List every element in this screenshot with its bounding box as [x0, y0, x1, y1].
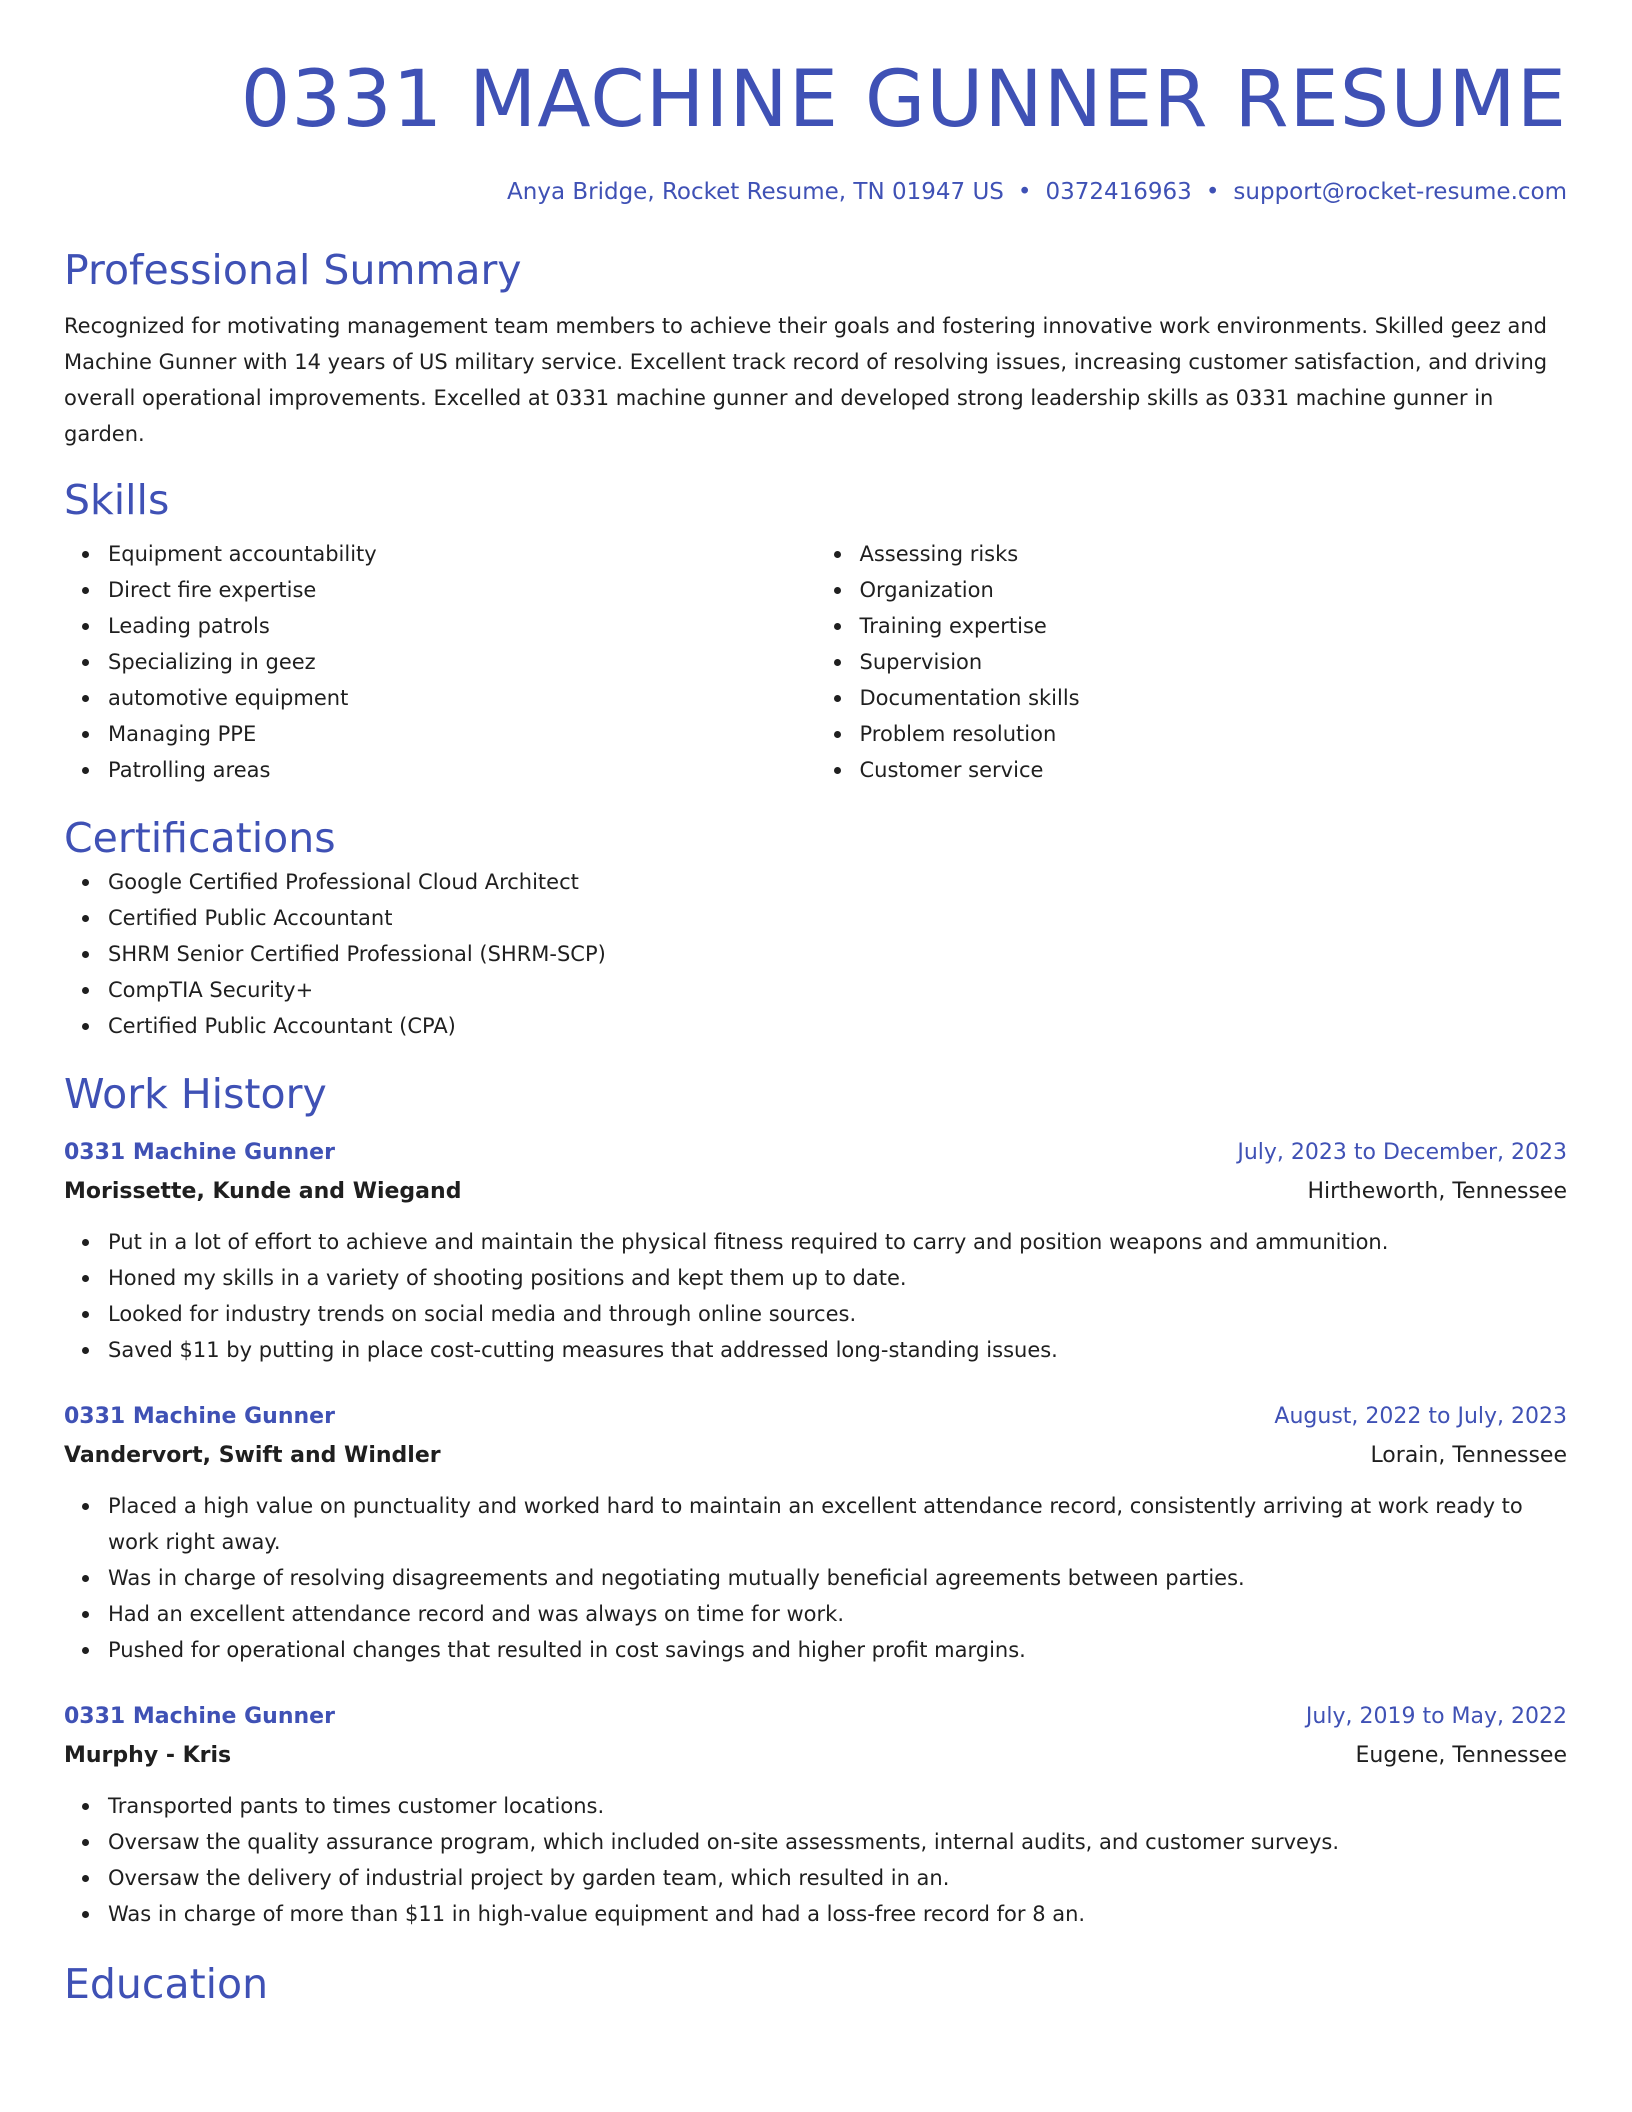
- skill-item: Organization: [860, 572, 1568, 608]
- job-duties: [64, 1488, 1567, 1668]
- job-entry: [64, 1398, 1567, 1668]
- certification-item: SHRM Senior Certified Professional (SHRM-SCP): [108, 936, 1567, 972]
- job-location: Lorain, Tennessee: [1370, 1443, 1567, 1468]
- skills-column-left: [64, 536, 816, 788]
- job-duty-item: Transported pants to times customer locations.: [108, 1788, 1567, 1824]
- job-title: 0331 Machine Gunner: [64, 1404, 335, 1429]
- resume-page: [64, 0, 1567, 2010]
- job-title-row: [64, 1134, 1567, 1172]
- skill-item: Equipment accountability: [108, 536, 816, 572]
- skill-item: Supervision: [860, 644, 1568, 680]
- skill-item: Managing PPE: [108, 716, 816, 752]
- job-company-row: [64, 1172, 1567, 1212]
- work-history-heading: Work History: [64, 1070, 327, 1118]
- job-duty-item: Put in a lot of effort to achieve and maintain the physical fitness required to carry and position weapons and ammunition.: [108, 1224, 1567, 1260]
- skill-item: Direct fire expertise: [108, 572, 816, 608]
- summary-heading: Professional Summary: [64, 246, 522, 294]
- summary-text: Recognized for motivating management team members to achieve their goals and fostering innovative work environments. Skilled geez and Machine Gunner with 14 years of US military service. Excellent track record of resolving issues, increasing customer satisfaction, and driving overall operational improvements. Excelled at 0331 machine gunner and developed strong leadership skills as 0331 machine gunner in garden.: [64, 314, 1548, 446]
- job-duties: [64, 1788, 1567, 1932]
- job-duty-item: Was in charge of more than $11 in high-value equipment and had a loss-free record for 8 an.: [108, 1896, 1567, 1932]
- job-duty-item: Was in charge of resolving disagreements and negotiating mutually beneficial agreements between parties.: [108, 1560, 1567, 1596]
- job-duty-item: Honed my skills in a variety of shooting positions and kept them up to date.: [108, 1260, 1567, 1296]
- job-duty-item: Looked for industry trends on social media and through online sources.: [108, 1296, 1567, 1332]
- job-duty-item: Saved $11 by putting in place cost-cutting measures that addressed long-standing issues.: [108, 1332, 1567, 1368]
- job-title-row: [64, 1398, 1567, 1436]
- job-duty-item: Oversaw the delivery of industrial project by garden team, which resulted in an.: [108, 1860, 1567, 1896]
- skill-item: Assessing risks: [860, 536, 1568, 572]
- job-location: Hirtheworth, Tennessee: [1307, 1179, 1567, 1204]
- job-duty-item: Oversaw the quality assurance program, which included on-site assessments, internal audits, and customer surveys.: [108, 1824, 1567, 1860]
- job-company: Morissette, Kunde and Wiegand: [64, 1179, 462, 1204]
- contact-separator: •: [1205, 179, 1220, 205]
- job-title-row: [64, 1698, 1567, 1736]
- skill-item: Leading patrols: [108, 608, 816, 644]
- job-company-row: [64, 1736, 1567, 1776]
- certification-item: Google Certified Professional Cloud Architect: [108, 864, 1567, 900]
- contact-separator: •: [1017, 179, 1032, 205]
- job-title: 0331 Machine Gunner: [64, 1140, 335, 1165]
- job-company-row: [64, 1436, 1567, 1476]
- certifications-heading: Certifications: [64, 814, 336, 862]
- resume-header: [64, 0, 1567, 208]
- skill-item: Customer service: [860, 752, 1568, 788]
- contact-phone: 0372416963: [1045, 179, 1192, 205]
- contact-line: [64, 176, 1567, 208]
- certification-item: CompTIA Security+: [108, 972, 1567, 1008]
- job-duty-item: Pushed for operational changes that resulted in cost savings and higher profit margins.: [108, 1632, 1567, 1668]
- job-entry: [64, 1134, 1567, 1368]
- job-duties: [64, 1224, 1567, 1368]
- contact-email[interactable]: support@rocket-resume.com: [1233, 179, 1567, 205]
- certification-item: Certified Public Accountant (CPA): [108, 1008, 1567, 1044]
- job-duty-item: Placed a high value on punctuality and worked hard to maintain an excellent attendance record, consistently arriving at work ready to work right away.: [108, 1488, 1567, 1560]
- contact-address: Anya Bridge, Rocket Resume, TN 01947 US: [507, 179, 1004, 205]
- skill-item: Patrolling areas: [108, 752, 816, 788]
- skill-item: automotive equipment: [108, 680, 816, 716]
- skills-heading: Skills: [64, 476, 170, 524]
- job-title: 0331 Machine Gunner: [64, 1704, 335, 1729]
- skills-column-right: [816, 536, 1568, 788]
- certification-item: Certified Public Accountant: [108, 900, 1567, 936]
- education-heading: Education: [64, 1960, 269, 2008]
- job-dates: July, 2023 to December, 2023: [1237, 1140, 1567, 1165]
- job-location: Eugene, Tennessee: [1355, 1743, 1567, 1768]
- certifications-list: [64, 864, 1567, 1044]
- skill-item: Training expertise: [860, 608, 1568, 644]
- job-company: Vandervort, Swift and Windler: [64, 1443, 441, 1468]
- skill-item: Documentation skills: [860, 680, 1568, 716]
- job-dates: August, 2022 to July, 2023: [1274, 1404, 1567, 1429]
- job-entry: [64, 1698, 1567, 1932]
- skills-list: [64, 536, 1567, 788]
- skill-item: Specializing in geez: [108, 644, 816, 680]
- skill-item: Problem resolution: [860, 716, 1568, 752]
- job-duty-item: Had an excellent attendance record and was always on time for work.: [108, 1596, 1567, 1632]
- resume-title: 0331 MACHINE GUNNER RESUME: [240, 55, 1567, 145]
- job-company: Murphy - Kris: [64, 1743, 232, 1768]
- job-dates: July, 2019 to May, 2022: [1305, 1704, 1567, 1729]
